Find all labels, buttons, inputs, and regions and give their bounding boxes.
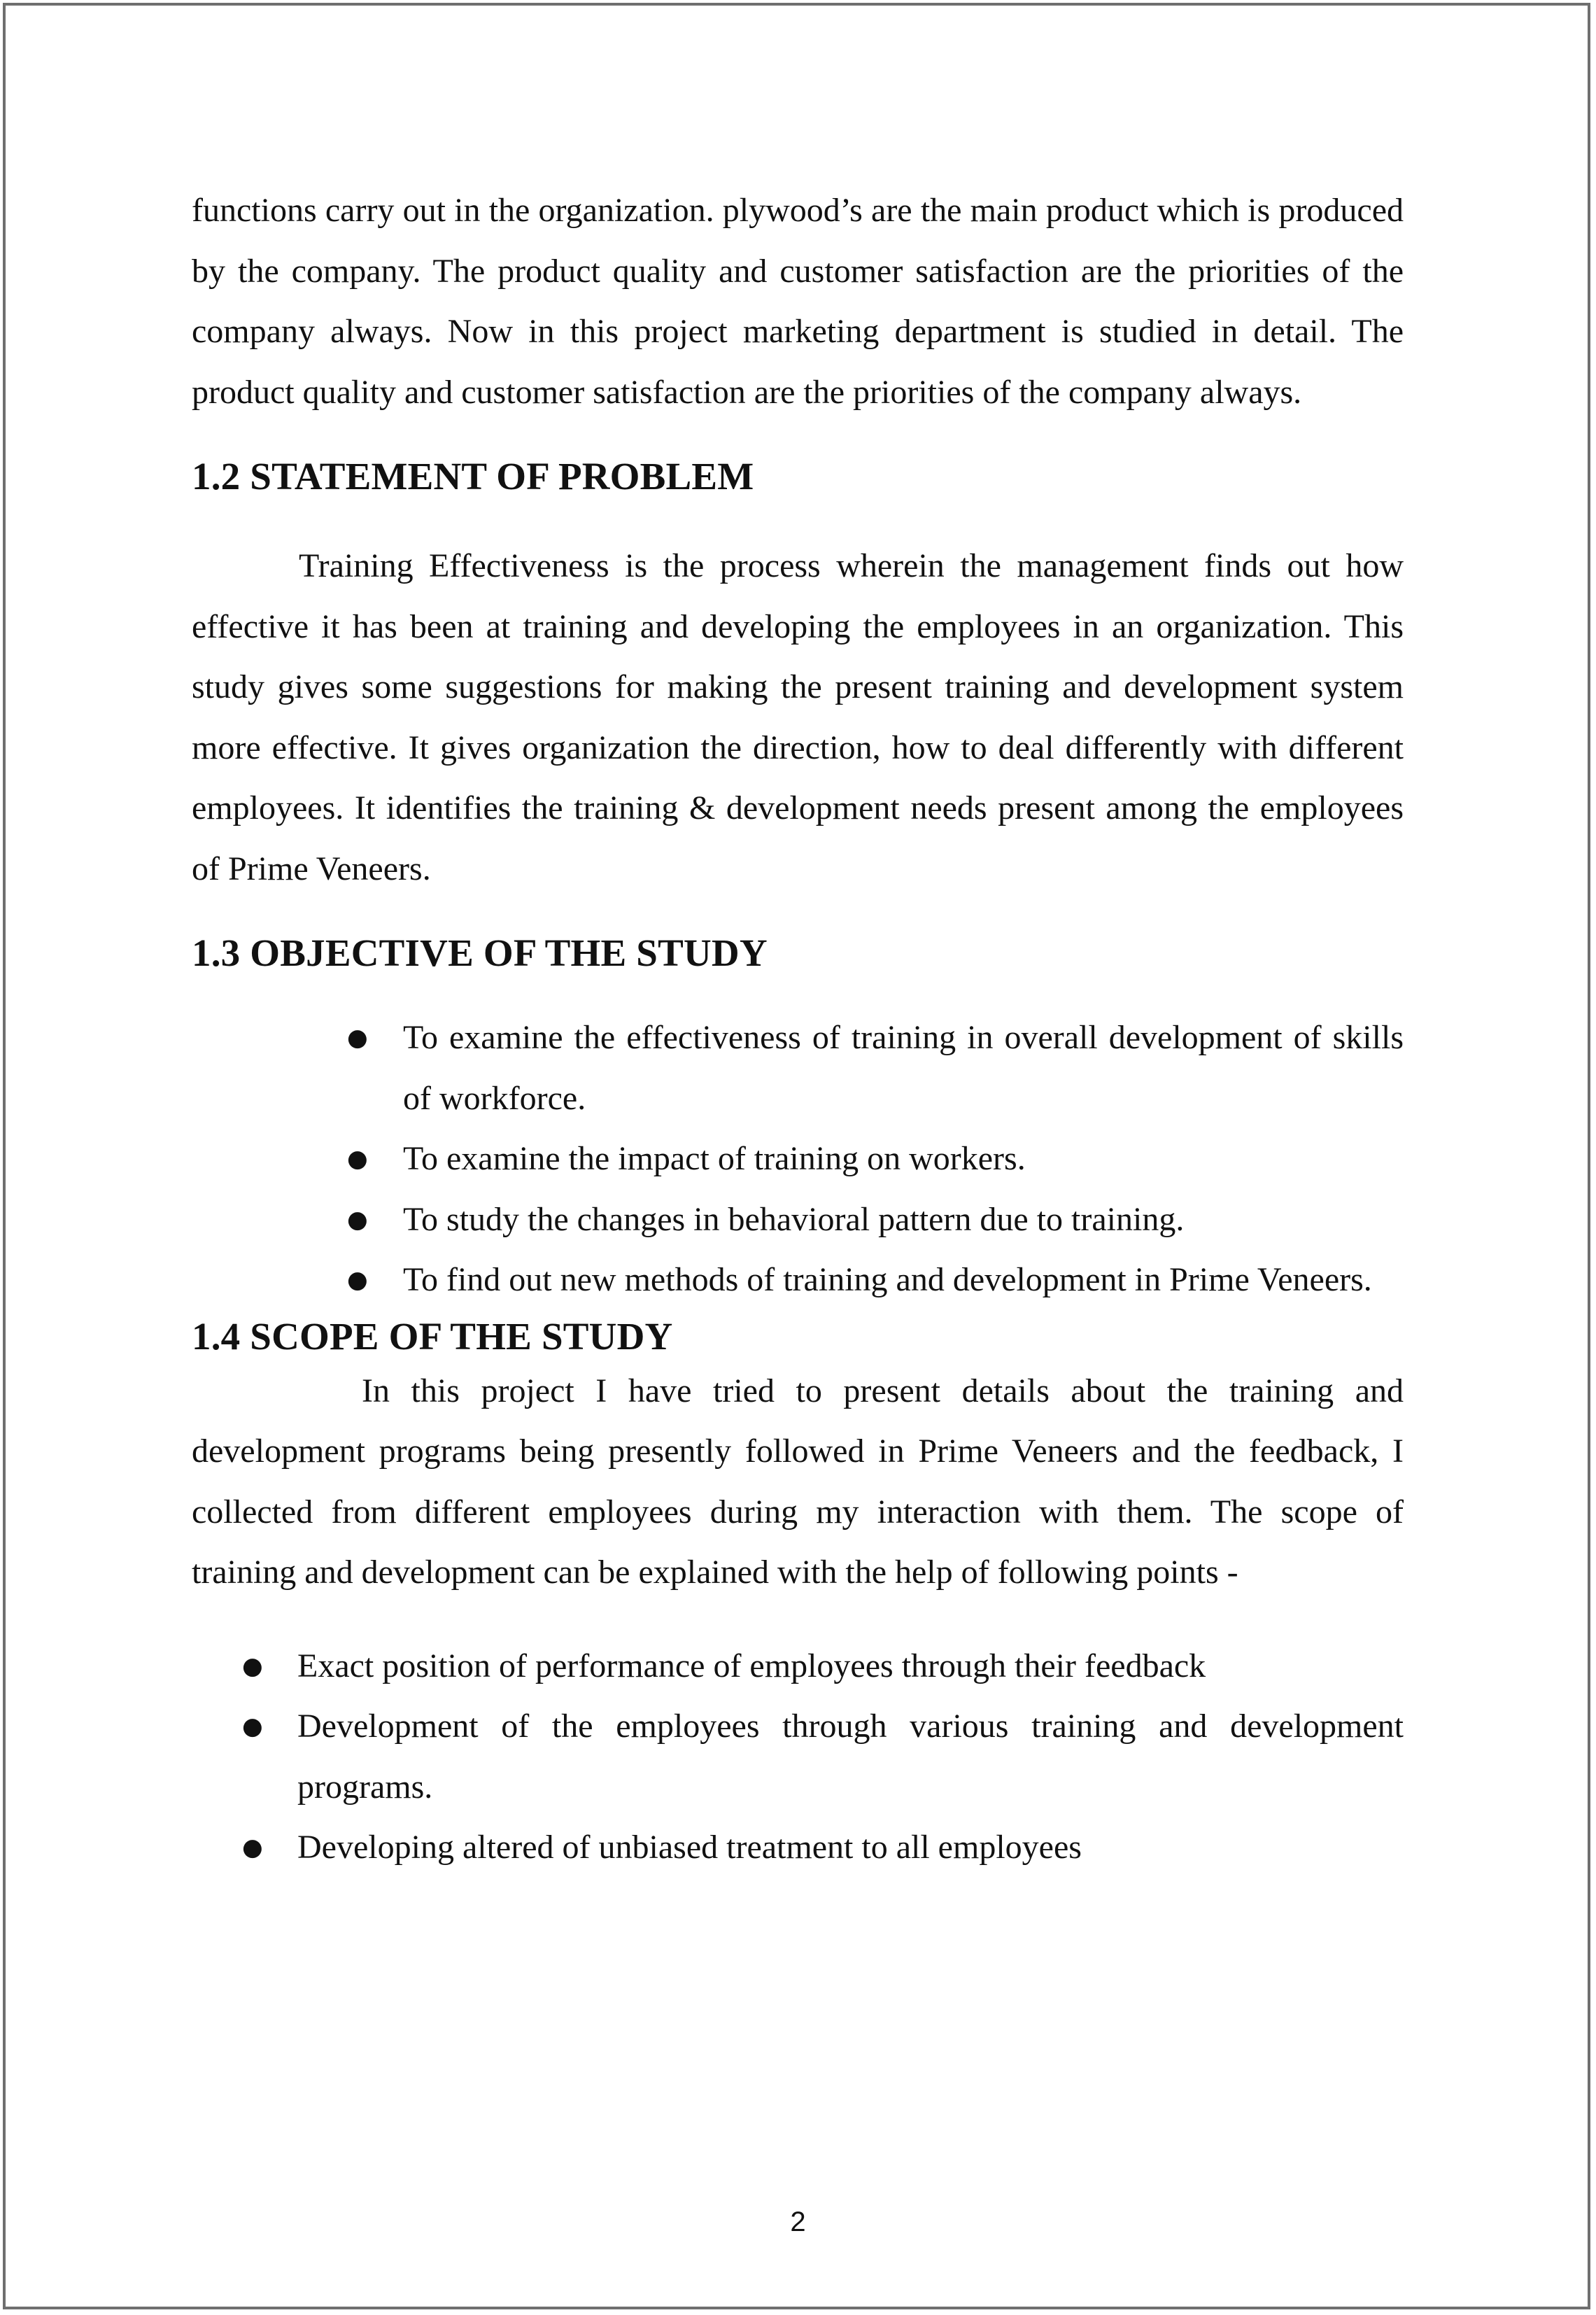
bullet-icon: ● (347, 1205, 368, 1234)
scope-list (192, 1636, 1404, 1878)
list-item (192, 1817, 1404, 1878)
list-item (192, 1696, 1404, 1817)
objective-list (192, 1008, 1404, 1311)
bullet-icon: ● (242, 1712, 263, 1740)
statement-of-problem-heading: 1.2 STATEMENT OF PROBLEM (192, 455, 754, 498)
list-item (192, 1129, 1404, 1190)
objective-item-text: To find out new methods of training and development in Prime Veneers. (403, 1261, 1372, 1298)
document-body (192, 181, 1404, 1878)
list-item (192, 1190, 1404, 1251)
scope-item-text: Developing altered of unbiased treatment to all employees (297, 1829, 1082, 1866)
scope-paragraph: In this project I have tried to present details about the training and development programs being presently followed in Prime Veneers and the feedback, I collected from different employees during my interaction with them. The scope of training and development can be explained with the help of following points - (192, 1372, 1404, 1591)
objective-item-text: To examine the effectiveness of training in overall development of skills of workforce. (403, 1019, 1404, 1117)
bullet-icon: ● (347, 1024, 368, 1052)
bullet-icon: ● (347, 1145, 368, 1173)
objective-heading: 1.3 OBJECTIVE OF THE STUDY (192, 931, 768, 974)
statement-of-problem-paragraph: Training Effectiveness is the process wherein the management finds out how effective it has been at training and developing the employees in an organization. This study gives some suggestions for making the present training and development system more effective. It gives organization the direction, how to deal differently with different employees. It identifies the training & development needs present among the employees of Prime Veneers. (192, 547, 1404, 887)
bullet-icon: ● (347, 1266, 368, 1294)
bullet-icon: ● (242, 1652, 263, 1680)
list-item (192, 1636, 1404, 1697)
list-item (192, 1008, 1404, 1129)
objective-item-text: To examine the impact of training on workers. (403, 1140, 1026, 1177)
objective-item-text: To study the changes in behavioral pattern due to training. (403, 1200, 1185, 1238)
scope-item-text: Development of the employees through various training and development programs. (297, 1708, 1404, 1806)
intro-paragraph: functions carry out in the organization. plywood’s are the main product which is produced by the company. The product quality and customer satisfaction are the priorities of the company always. Now in this project marketing department is studied in detail. The product quality and customer satisfaction are the priorities of the company always. (192, 192, 1404, 411)
page-number: 2 (790, 2207, 806, 2237)
scope-item-text: Exact position of performance of employees through their feedback (297, 1647, 1206, 1684)
bullet-icon: ● (242, 1834, 263, 1862)
list-item (192, 1250, 1404, 1311)
scope-heading: 1.4 SCOPE OF THE STUDY (192, 1314, 673, 1358)
